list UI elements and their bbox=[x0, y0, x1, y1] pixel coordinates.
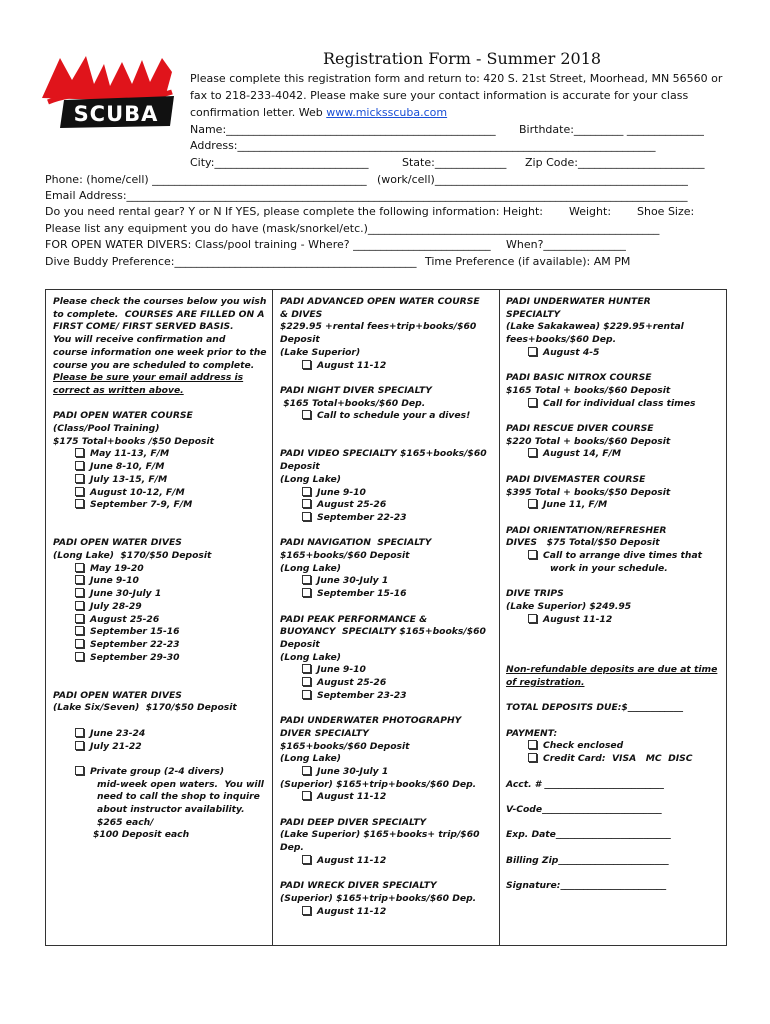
intro-line-2: fax to 218-233-4042. Please make sure your contact information is accurate for your class bbox=[190, 89, 689, 102]
course-option: June 30-July 1 bbox=[53, 588, 267, 601]
course-text: DIVES $75 Total/$50 Deposit bbox=[506, 537, 660, 549]
spacer bbox=[53, 525, 267, 538]
course-text: BUOYANCY SPECIALTY $165+books/$60 bbox=[280, 626, 486, 638]
course-option: August 25-26 bbox=[280, 499, 487, 512]
course-text: (Long Lake) bbox=[280, 562, 341, 574]
checkbox[interactable] bbox=[528, 740, 537, 749]
checkbox[interactable] bbox=[75, 575, 84, 584]
course-text: $395 Total + books/$50 Deposit bbox=[506, 486, 671, 498]
course-text: PADI RESCUE DIVER COURSE bbox=[506, 423, 654, 434]
spacer bbox=[506, 360, 717, 373]
course-option: September 7-9, F/M bbox=[53, 499, 267, 512]
course-text: (Superior) $165+trip+books/$60 Dep. bbox=[280, 778, 477, 790]
course-text: $165+books/$60 Deposit bbox=[280, 550, 410, 561]
checkbox[interactable] bbox=[302, 499, 311, 508]
course-note: need to call the shop to inquire bbox=[97, 791, 260, 803]
course-text: $165 Total+books/$60 Dep. bbox=[280, 397, 426, 409]
phone-work-field[interactable]: (work/cell)______________________________________________ bbox=[377, 173, 688, 186]
checkbox[interactable] bbox=[528, 753, 537, 762]
spacer bbox=[506, 410, 717, 423]
course-text: (Long Lake) $170/$50 Deposit bbox=[53, 550, 212, 562]
form-title: Registration Form - Summer 2018 bbox=[323, 49, 602, 68]
course-option: September 23-23 bbox=[280, 690, 487, 703]
spacer bbox=[53, 664, 267, 677]
course-option: Private group (2-4 divers) bbox=[53, 766, 267, 779]
spacer bbox=[506, 639, 717, 652]
course-option: August 14, F/M bbox=[506, 448, 717, 461]
checkbox[interactable] bbox=[302, 906, 311, 915]
course-note: work in your schedule. bbox=[550, 562, 668, 574]
course-option: August 25-26 bbox=[280, 677, 487, 690]
course-text: DIVE TRIPS bbox=[506, 588, 564, 600]
course-text: FIRST COME/ FIRST SERVED BASIS. bbox=[53, 321, 234, 333]
course-text: (Lake Six/Seven) $170/$50 Deposit bbox=[53, 702, 237, 714]
spacer bbox=[53, 398, 267, 411]
course-text: Deposit bbox=[280, 334, 320, 346]
course-option: Call to schedule your a dives! bbox=[280, 410, 487, 423]
spacer bbox=[280, 436, 487, 449]
course-option: July 21-22 bbox=[53, 741, 267, 754]
course-text: TOTAL DEPOSITS DUE:$____________ bbox=[506, 702, 683, 714]
spacer bbox=[506, 461, 717, 474]
checkbox[interactable] bbox=[302, 690, 311, 699]
phone-home-field[interactable]: Phone: (home/cell) _______________________________________ bbox=[45, 173, 367, 186]
spacer bbox=[506, 842, 717, 855]
course-text: PADI PEAK PERFORMANCE & bbox=[280, 613, 428, 625]
spacer bbox=[53, 677, 267, 690]
course-text: PADI OPEN WATER DIVES bbox=[53, 537, 182, 549]
column-divider bbox=[499, 289, 500, 945]
course-option: September 15-16 bbox=[53, 626, 267, 639]
birthdate-field[interactable]: Birthdate:_________ ______________ bbox=[519, 123, 704, 136]
course-text: Non-refundable deposits are due at time bbox=[506, 664, 718, 676]
course-text: PADI UNDERWATER HUNTER bbox=[506, 296, 651, 307]
spacer bbox=[506, 690, 717, 703]
course-text: of registration. bbox=[506, 676, 585, 688]
course-option: August 11-12 bbox=[280, 791, 487, 804]
course-text: Acct. # __________________________ bbox=[506, 778, 664, 790]
checkbox[interactable] bbox=[528, 550, 537, 559]
course-text: $175 Total+books /$50 Deposit bbox=[53, 435, 215, 447]
checkbox[interactable] bbox=[302, 487, 311, 496]
course-option: August 11-12 bbox=[280, 906, 487, 919]
checkbox[interactable] bbox=[302, 512, 311, 521]
email-field[interactable]: Email Address:______________________________________________________________________________________________________ bbox=[45, 189, 688, 202]
rental-gear-question: Do you need rental gear? Y or N If YES, please complete the following information: Height: bbox=[45, 205, 543, 218]
checkbox[interactable] bbox=[75, 652, 84, 661]
course-text: Exp. Date_________________________ bbox=[506, 829, 671, 841]
course-text: (Superior) $165+trip+books/$60 Dep. bbox=[280, 892, 477, 904]
checkbox[interactable] bbox=[302, 410, 311, 419]
column-divider bbox=[272, 289, 273, 945]
open-water-where-field[interactable]: FOR OPEN WATER DIVERS: Class/pool training - Where? _________________________ bbox=[45, 238, 491, 251]
time-preference: Time Preference (if available): AM PM bbox=[425, 255, 631, 268]
course-text: You will receive confirmation and bbox=[53, 334, 226, 346]
course-text: (Class/Pool Training) bbox=[53, 423, 160, 435]
course-option: May 11-13, F/M bbox=[53, 448, 267, 461]
checkbox[interactable] bbox=[302, 588, 311, 597]
course-option: August 11-12 bbox=[280, 360, 487, 373]
checkbox[interactable] bbox=[302, 677, 311, 686]
checkbox[interactable] bbox=[75, 448, 84, 457]
checkbox[interactable] bbox=[75, 766, 84, 775]
course-note: $100 Deposit each bbox=[93, 829, 190, 841]
equipment-field[interactable]: Please list any equipment you do have (mask/snorkel/etc.)_____________________________________________________ bbox=[45, 222, 660, 235]
checkbox[interactable] bbox=[75, 728, 84, 737]
city-field[interactable]: City:____________________________ bbox=[190, 156, 369, 169]
course-option: August 10-12, F/M bbox=[53, 487, 267, 500]
checkbox[interactable] bbox=[528, 499, 537, 508]
spacer bbox=[53, 512, 267, 525]
course-text: PADI ADVANCED OPEN WATER COURSE bbox=[280, 296, 480, 307]
spacer bbox=[506, 626, 717, 639]
course-text: PADI ORIENTATION/REFRESHER bbox=[506, 524, 667, 536]
spacer bbox=[506, 766, 717, 779]
course-text: PADI WRECK DIVER SPECIALTY bbox=[280, 880, 437, 892]
course-option: August 11-12 bbox=[280, 855, 487, 868]
svg-text:SCUBA: SCUBA bbox=[73, 102, 159, 126]
spacer bbox=[280, 423, 487, 436]
spacer bbox=[506, 652, 717, 665]
spacer bbox=[53, 753, 267, 766]
checkbox[interactable] bbox=[75, 499, 84, 508]
course-option: August 4-5 bbox=[506, 347, 717, 360]
checkbox[interactable] bbox=[302, 791, 311, 800]
course-note: mid-week open waters. You will bbox=[97, 778, 264, 790]
course-option: June 30-July 1 bbox=[280, 575, 487, 588]
course-text: V-Code__________________________ bbox=[506, 803, 662, 815]
course-text: PADI DIVEMASTER COURSE bbox=[506, 473, 646, 485]
course-option: Check enclosed bbox=[506, 740, 717, 753]
course-column-2 bbox=[280, 296, 487, 918]
course-text: DIVER SPECIALTY bbox=[280, 727, 369, 739]
course-text: Deposit bbox=[280, 638, 320, 650]
course-text: & DIVES bbox=[280, 308, 323, 320]
course-text: Deposit bbox=[280, 461, 320, 473]
course-text: $220 Total + books/$60 Deposit bbox=[506, 435, 671, 447]
course-text: $165 Total + books/$60 Deposit bbox=[506, 384, 671, 396]
spacer bbox=[506, 575, 717, 588]
shoe-size-label: Shoe Size: bbox=[637, 205, 695, 218]
course-text: PADI NAVIGATION SPECIALTY bbox=[280, 537, 432, 549]
spacer bbox=[280, 372, 487, 385]
checkbox[interactable] bbox=[75, 474, 84, 483]
course-text: course information one week prior to the bbox=[53, 346, 267, 358]
spacer bbox=[506, 512, 717, 525]
course-column-3 bbox=[506, 296, 717, 893]
checkbox[interactable] bbox=[302, 664, 311, 673]
course-text: (Lake Superior) bbox=[280, 346, 361, 358]
micks-scuba-logo bbox=[38, 50, 178, 130]
course-option: September 15-16 bbox=[280, 588, 487, 601]
course-option: June 9-10 bbox=[53, 575, 267, 588]
course-text: Billing Zip________________________ bbox=[506, 854, 669, 866]
address-field[interactable]: Address:____________________________________________________________________________ bbox=[190, 139, 656, 152]
course-text: PADI VIDEO SPECIALTY $165+books/$60 bbox=[280, 448, 487, 460]
spacer bbox=[280, 804, 487, 817]
spacer bbox=[280, 868, 487, 881]
zip-field[interactable]: Zip Code:_______________________ bbox=[525, 156, 705, 169]
course-text: $229.95 +rental fees+trip+books/$60 bbox=[280, 321, 477, 333]
course-text: Please check the courses below you wish bbox=[53, 296, 267, 307]
course-option: Call to arrange dive times that bbox=[506, 550, 717, 563]
checkbox[interactable] bbox=[302, 575, 311, 584]
checkbox[interactable] bbox=[528, 347, 537, 356]
checkbox[interactable] bbox=[302, 360, 311, 369]
course-text: (Lake Superior) $249.95 bbox=[506, 600, 632, 612]
checkbox[interactable] bbox=[75, 741, 84, 750]
checkbox[interactable] bbox=[75, 601, 84, 610]
spacer bbox=[280, 525, 487, 538]
course-option: May 19-20 bbox=[53, 563, 267, 576]
checkbox[interactable] bbox=[75, 614, 84, 623]
course-text: (Long Lake) bbox=[280, 473, 341, 485]
weight-label: Weight: bbox=[569, 205, 612, 218]
spacer bbox=[506, 791, 717, 804]
intro-line-1: Please complete this registration form and return to: 420 S. 21st Street, Moorhead, MN 56560 or bbox=[190, 72, 723, 85]
course-option: June 8-10, F/M bbox=[53, 461, 267, 474]
spacer bbox=[506, 715, 717, 728]
course-option: July 13-15, F/M bbox=[53, 474, 267, 487]
website-link[interactable]: www.micksscuba.com bbox=[326, 106, 448, 119]
checkbox[interactable] bbox=[302, 855, 311, 864]
course-text: (Long Lake) bbox=[280, 753, 341, 765]
spacer bbox=[506, 817, 717, 830]
course-note: $265 each/ bbox=[97, 816, 154, 828]
state-field[interactable]: State:_____________ bbox=[402, 156, 507, 169]
dive-buddy-field[interactable]: Dive Buddy Preference:____________________________________________ bbox=[45, 255, 417, 268]
course-option: June 9-10 bbox=[280, 487, 487, 500]
course-text: PADI NIGHT DIVER SPECIALTY bbox=[280, 384, 432, 396]
spacer bbox=[506, 867, 717, 880]
course-text: PADI OPEN WATER DIVES bbox=[53, 689, 182, 701]
course-text: PAYMENT: bbox=[506, 727, 558, 739]
course-option: June 23-24 bbox=[53, 728, 267, 741]
checkbox[interactable] bbox=[528, 614, 537, 623]
checkbox[interactable] bbox=[75, 626, 84, 635]
course-text: PADI DEEP DIVER SPECIALTY bbox=[280, 816, 427, 828]
course-text: (Lake Superior) $165+books+ trip/$60 bbox=[280, 829, 480, 841]
spacer bbox=[280, 601, 487, 614]
course-option: Call for individual class times bbox=[506, 398, 717, 411]
course-text: (Lake Sakakawea) $229.95+rental bbox=[506, 321, 684, 333]
course-option: June 9-10 bbox=[280, 664, 487, 677]
course-option: September 29-30 bbox=[53, 652, 267, 665]
course-text: Please be sure your email address is bbox=[53, 372, 244, 384]
checkbox[interactable] bbox=[75, 461, 84, 470]
course-text: fees+books/$60 Dep. bbox=[506, 334, 617, 346]
course-column-1 bbox=[53, 296, 267, 842]
course-option: September 22-23 bbox=[53, 639, 267, 652]
course-option: August 25-26 bbox=[53, 614, 267, 627]
spacer bbox=[53, 715, 267, 728]
course-option: June 30-July 1 bbox=[280, 766, 487, 779]
course-text: PADI OPEN WATER COURSE bbox=[53, 410, 193, 422]
course-option: July 28-29 bbox=[53, 601, 267, 614]
checkbox[interactable] bbox=[75, 588, 84, 597]
open-water-when-field[interactable]: When?_______________ bbox=[506, 238, 626, 251]
course-text: PADI BASIC NITROX COURSE bbox=[506, 372, 652, 384]
name-field[interactable]: Name:_________________________________________________ bbox=[190, 123, 496, 136]
course-text: Dep. bbox=[280, 842, 304, 854]
checkbox[interactable] bbox=[528, 448, 537, 457]
course-option: September 22-23 bbox=[280, 512, 487, 525]
course-option: Credit Card: VISA MC DISC bbox=[506, 753, 717, 766]
checkbox[interactable] bbox=[528, 398, 537, 407]
course-text: course you are scheduled to complete. bbox=[53, 359, 255, 371]
spacer bbox=[280, 702, 487, 715]
course-option: August 11-12 bbox=[506, 614, 717, 627]
course-text: SPECIALTY bbox=[506, 308, 561, 320]
course-text: PADI UNDERWATER PHOTOGRAPHY bbox=[280, 715, 462, 727]
course-text: correct as written above. bbox=[53, 384, 184, 396]
checkbox[interactable] bbox=[75, 487, 84, 496]
course-text: Signature:_______________________ bbox=[506, 880, 667, 892]
intro-line-3: confirmation letter. Web www.micksscuba.com bbox=[190, 106, 448, 119]
checkbox[interactable] bbox=[75, 563, 84, 572]
checkbox[interactable] bbox=[75, 639, 84, 648]
course-text: to complete. COURSES ARE FILLED ON A bbox=[53, 308, 265, 320]
checkbox[interactable] bbox=[302, 766, 311, 775]
course-note: about instructor availability. bbox=[97, 804, 245, 816]
course-option: June 11, F/M bbox=[506, 499, 717, 512]
course-text: $165+books/$60 Deposit bbox=[280, 740, 410, 752]
course-text: (Long Lake) bbox=[280, 651, 341, 663]
